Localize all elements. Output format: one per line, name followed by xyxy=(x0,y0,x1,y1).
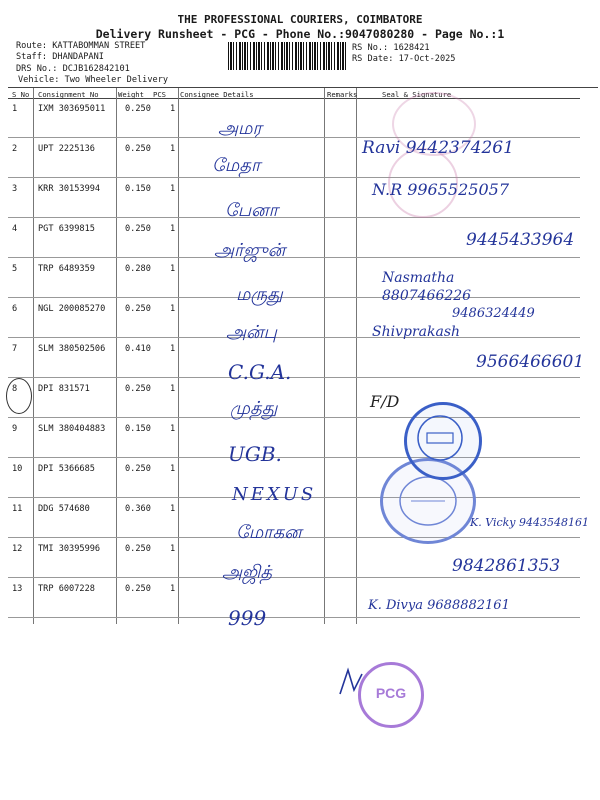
handwritten-consignee: அமர xyxy=(218,118,262,139)
table-row xyxy=(0,258,600,298)
stamp-ring xyxy=(407,405,479,477)
table-row xyxy=(0,98,600,138)
row-pcs: 1 xyxy=(170,584,176,594)
handwritten-signature: K. Divya 9688882161 xyxy=(368,598,510,613)
col-header-seal: Seal & Signature xyxy=(382,90,452,99)
row-sno: 11 xyxy=(12,504,23,514)
row-consignment-no: SLM 380404883 xyxy=(38,424,106,434)
table-row xyxy=(0,378,600,418)
row-consignment-no: PGT 6399815 xyxy=(38,224,95,234)
row-sno: 8 xyxy=(12,384,18,394)
row-consignment-no: KRR 30153994 xyxy=(38,184,101,194)
col-header-weight: Weight xyxy=(118,90,144,99)
row-weight: 0.250 xyxy=(125,544,151,554)
handwritten-signature: Nasmatha xyxy=(382,270,455,286)
table-row xyxy=(0,418,600,458)
row-pcs: 1 xyxy=(170,504,176,514)
rs-date: RS Date: 17-Oct-2025 xyxy=(352,54,456,64)
handwritten-consignee: அன்பு xyxy=(226,322,277,343)
handwritten-consignee: மேதா xyxy=(212,155,261,176)
row-sno: 2 xyxy=(12,144,18,154)
row-sno: 5 xyxy=(12,264,18,274)
row-weight: 0.250 xyxy=(125,464,151,474)
handwritten-signature: 9566466601 xyxy=(476,352,585,372)
row-weight: 0.250 xyxy=(125,144,151,154)
header-top-rule xyxy=(8,87,598,88)
handwritten-consignee: 999 xyxy=(228,606,267,630)
row-sno: 10 xyxy=(12,464,23,474)
row-pcs: 1 xyxy=(170,264,176,274)
row-sno: 3 xyxy=(12,184,18,194)
row-divider xyxy=(8,617,580,618)
handwritten-consignee: பேனா xyxy=(225,200,279,221)
row-pcs: 1 xyxy=(170,424,176,434)
row-weight: 0.250 xyxy=(125,224,151,234)
row-sno: 7 xyxy=(12,344,18,354)
row-consignment-no: TRP 6007228 xyxy=(38,584,95,594)
drs-number: DRS No.: DCJB162842101 xyxy=(16,64,130,74)
row-sno: 4 xyxy=(12,224,18,234)
row-weight: 0.150 xyxy=(125,424,151,434)
row-pcs: 1 xyxy=(170,344,176,354)
col-header-consignee: Consignee Details xyxy=(180,90,254,99)
col-header-sno: S No xyxy=(12,90,30,99)
handwritten-signature: N.R 9965525057 xyxy=(372,180,509,199)
handwritten-signature: Ravi 9442374261 xyxy=(362,138,514,158)
hand-drawn-circle xyxy=(6,378,32,414)
row-weight: 0.410 xyxy=(125,344,151,354)
handwritten-mark: F/D xyxy=(370,392,400,411)
table-row xyxy=(0,178,600,218)
handwritten-signature: Shivprakash xyxy=(372,324,461,340)
table-row xyxy=(0,578,600,618)
handwritten-consignee: NEXUS xyxy=(232,484,317,505)
handwritten-consignee: முத்து xyxy=(230,398,278,419)
row-sno: 12 xyxy=(12,544,23,554)
row-consignment-no: TMI 30395996 xyxy=(38,544,101,554)
vehicle-label: Vehicle: Two Wheeler Delivery xyxy=(18,75,169,85)
handwritten-consignee: C.G.A. xyxy=(228,360,292,384)
row-consignment-no: DPI 5366685 xyxy=(38,464,95,474)
row-consignment-no: NGL 200085270 xyxy=(38,304,106,314)
company-title: THE PROFESSIONAL COURIERS, COIMBATORE xyxy=(177,13,423,26)
row-consignment-no: DDG 574680 xyxy=(38,504,90,514)
handwritten-signature: 9486324449 xyxy=(452,306,535,321)
row-weight: 0.250 xyxy=(125,384,151,394)
handwritten-signature: 8807466226 xyxy=(382,288,472,304)
row-consignment-no: TRP 6489359 xyxy=(38,264,95,274)
col-header-pcs: PCS xyxy=(153,90,166,99)
handwritten-signature: 9445433964 xyxy=(466,230,575,250)
handwritten-consignee: அர்ஜுன் xyxy=(214,240,286,261)
row-sno: 13 xyxy=(12,584,23,594)
row-pcs: 1 xyxy=(170,224,176,234)
handwritten-signature: K. Vicky 9443548161 xyxy=(470,516,590,529)
row-consignment-no: UPT 2225136 xyxy=(38,144,95,154)
row-pcs: 1 xyxy=(170,384,176,394)
row-consignment-no: IXM 303695011 xyxy=(38,104,106,114)
pcg-stamp: PCG xyxy=(358,662,424,728)
handwritten-consignee: UGB. xyxy=(228,442,282,466)
row-pcs: 1 xyxy=(170,304,176,314)
row-weight: 0.250 xyxy=(125,104,151,114)
staff-label: Staff: DHANDAPANI xyxy=(16,52,104,62)
handwritten-consignee: மருது xyxy=(236,284,283,305)
row-pcs: 1 xyxy=(170,104,176,114)
handwritten-consignee: மோகன xyxy=(236,522,302,543)
row-consignment-no: DPI 831571 xyxy=(38,384,90,394)
row-pcs: 1 xyxy=(170,144,176,154)
rs-number: RS No.: 1628421 xyxy=(352,43,430,53)
row-sno: 1 xyxy=(12,104,18,114)
barcode xyxy=(228,42,348,70)
row-consignment-no: SLM 380502506 xyxy=(38,344,106,354)
row-sno: 9 xyxy=(12,424,18,434)
row-weight: 0.280 xyxy=(125,264,151,274)
row-sno: 6 xyxy=(12,304,18,314)
handwritten-consignee: அஜித் xyxy=(222,562,273,583)
col-header-consignment: Consignment No xyxy=(38,90,99,99)
row-pcs: 1 xyxy=(170,544,176,554)
col-header-remarks: Remarks xyxy=(327,90,358,99)
row-pcs: 1 xyxy=(170,184,176,194)
row-weight: 0.360 xyxy=(125,504,151,514)
row-weight: 0.250 xyxy=(125,304,151,314)
row-pcs: 1 xyxy=(170,464,176,474)
row-weight: 0.150 xyxy=(125,184,151,194)
row-weight: 0.250 xyxy=(125,584,151,594)
runsheet-subtitle: Delivery Runsheet - PCG - Phone No.:9047080280 - Page No.:1 xyxy=(95,27,505,41)
check-mark-icon xyxy=(336,664,366,700)
route-label: Route: KATTABOMMAN STREET xyxy=(16,41,146,51)
handwritten-signature: 9842861353 xyxy=(452,556,561,576)
bank-rubber-stamp xyxy=(404,402,482,480)
